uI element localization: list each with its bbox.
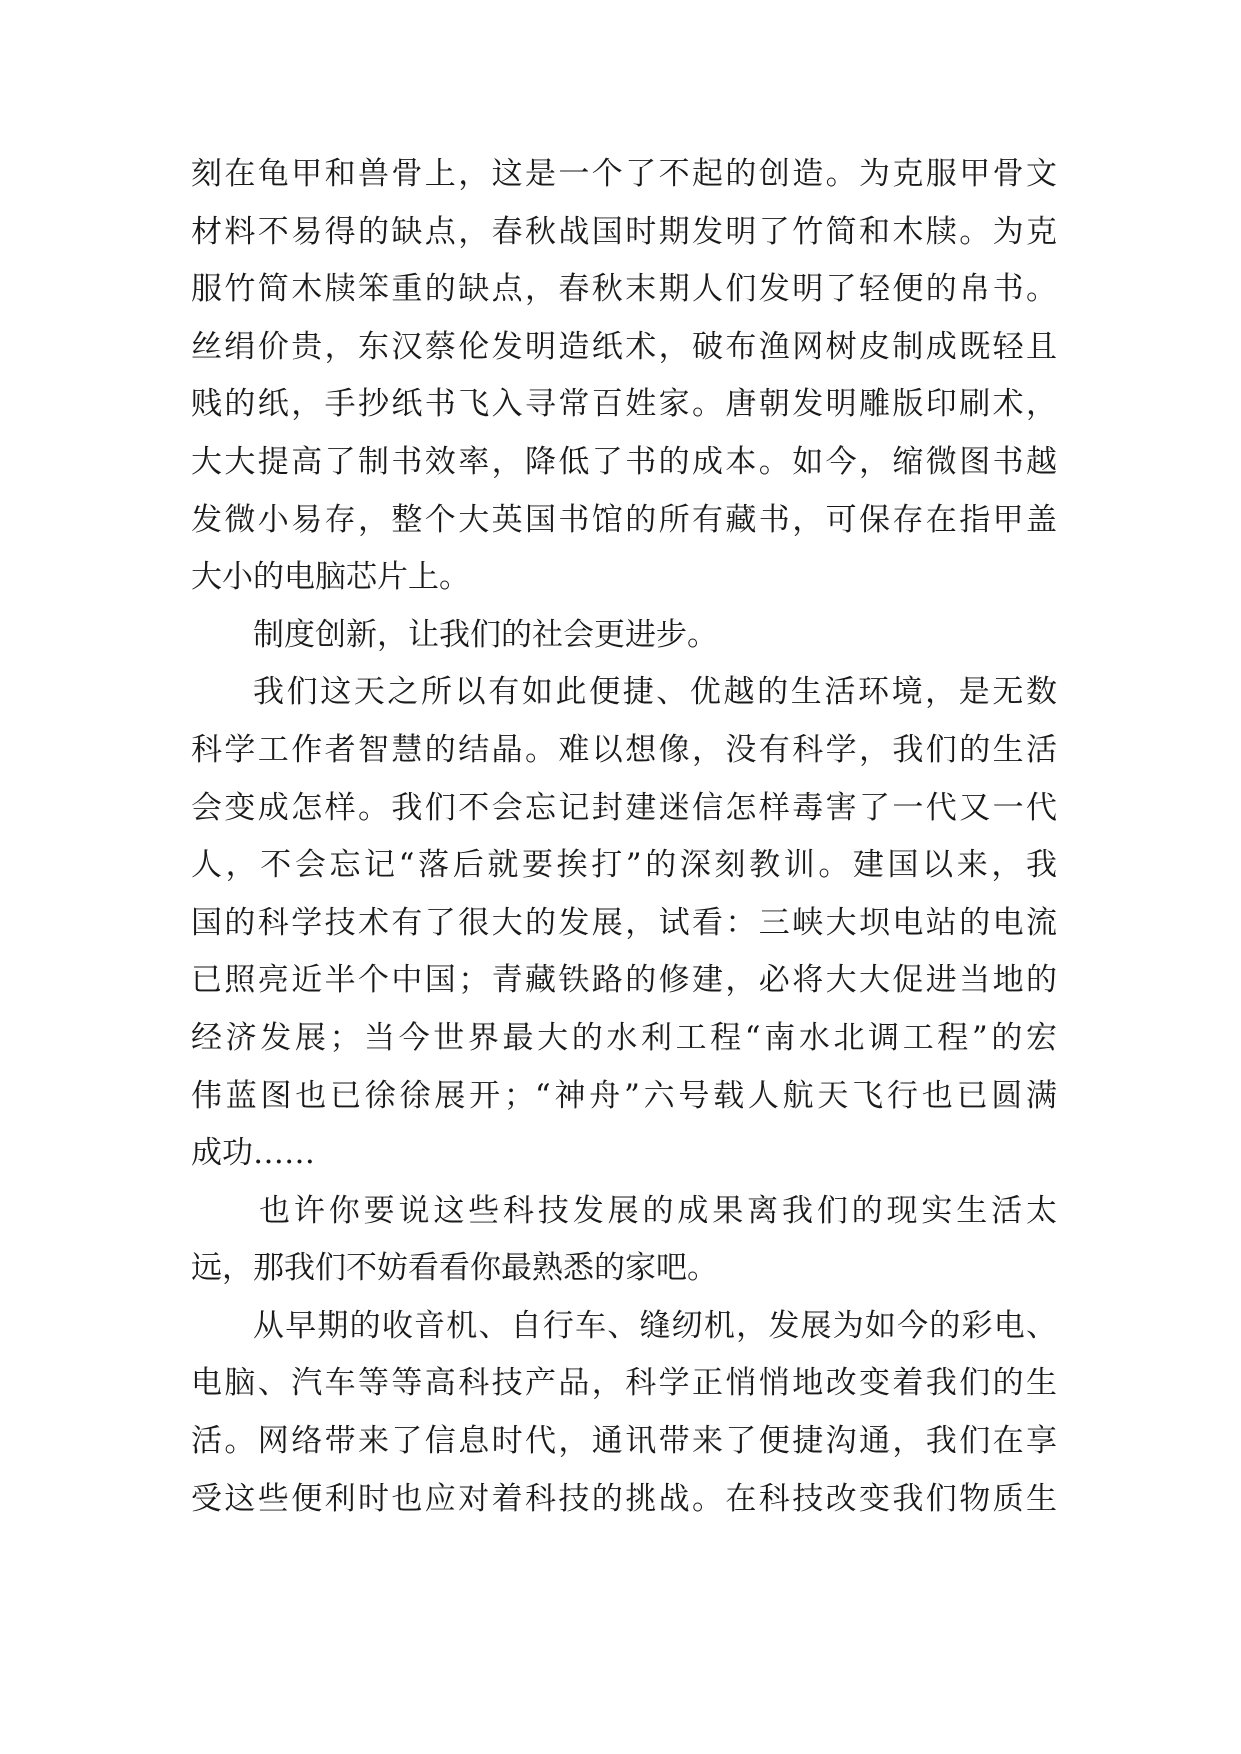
text-line: 我们这天之所以有如此便捷、优越的生活环境，是无数 xyxy=(253,674,1057,711)
paragraph-books xyxy=(191,146,1057,607)
text-line: 已照亮近半个中国；青藏铁路的修建，必将大大促进当地的 xyxy=(191,962,1057,999)
text-line: 电脑、汽车等等高科技产品，科学正悄悄地改变着我们的生 xyxy=(191,1365,1057,1402)
text-line: 科学工作者智慧的结晶。难以想像，没有科学，我们的生活 xyxy=(191,731,1057,768)
text-line: 从早期的收音机、自行车、缝纫机，发展为如今的彩电、 xyxy=(253,1307,1057,1344)
text-line: 人，不会忘记“落后就要挨打”的深刻教训。建国以来，我 xyxy=(191,847,1057,884)
paragraph-products xyxy=(191,1298,1057,1528)
text-line: 远，那我们不妨看看你最熟悉的家吧。 xyxy=(191,1250,718,1287)
paragraph-home xyxy=(191,1183,1057,1298)
text-line: 发微小易存，整个大英国书馆的所有藏书，可保存在指甲盖 xyxy=(191,501,1057,538)
paragraph-system-innovation xyxy=(191,607,1057,665)
text-line: 刻在龟甲和兽骨上，这是一个了不起的创造。为克服甲骨文 xyxy=(191,156,1057,192)
text-line: 大大提高了制书效率，降低了书的成本。如今，缩微图书越 xyxy=(191,443,1057,480)
text-line: 伟蓝图也已徐徐展开；“神舟”六号载人航天飞行也已圆满 xyxy=(191,1077,1057,1114)
text-line: 材料不易得的缺点，春秋战国时期发明了竹简和木牍。为克 xyxy=(191,213,1057,250)
text-line: 受这些便利时也应对着科技的挑战。在科技改变我们物质生 xyxy=(191,1480,1057,1517)
text-line: 丝绢价贵，东汉蔡伦发明造纸术，破布渔网树皮制成既轻且 xyxy=(191,328,1057,365)
text-line: 服竹简木牍笨重的缺点，春秋末期人们发明了轻便的帛书。 xyxy=(191,271,1057,308)
text-line: 大小的电脑芯片上。 xyxy=(191,559,470,596)
document-body xyxy=(191,146,1057,1528)
text-line: 国的科学技术有了很大的发展，试看：三峡大坝电站的电流 xyxy=(191,904,1057,941)
text-line: 经济发展；当今世界最大的水利工程“南水北调工程”的宏 xyxy=(191,1019,1057,1056)
text-line: 活。网络带来了信息时代，通讯带来了便捷沟通，我们在享 xyxy=(191,1423,1057,1460)
text-line: 成功…… xyxy=(191,1135,315,1172)
paragraph-science xyxy=(191,664,1057,1182)
text-line: 制度创新，让我们的社会更进步。 xyxy=(253,616,718,653)
text-line: 也许你要说这些科技发展的成果离我们的现实生活太 xyxy=(259,1192,1057,1229)
text-line: 会变成怎样。我们不会忘记封建迷信怎样毒害了一代又一代 xyxy=(191,789,1057,826)
text-line: 贱的纸，手抄纸书飞入寻常百姓家。唐朝发明雕版印刷术， xyxy=(191,386,1057,423)
